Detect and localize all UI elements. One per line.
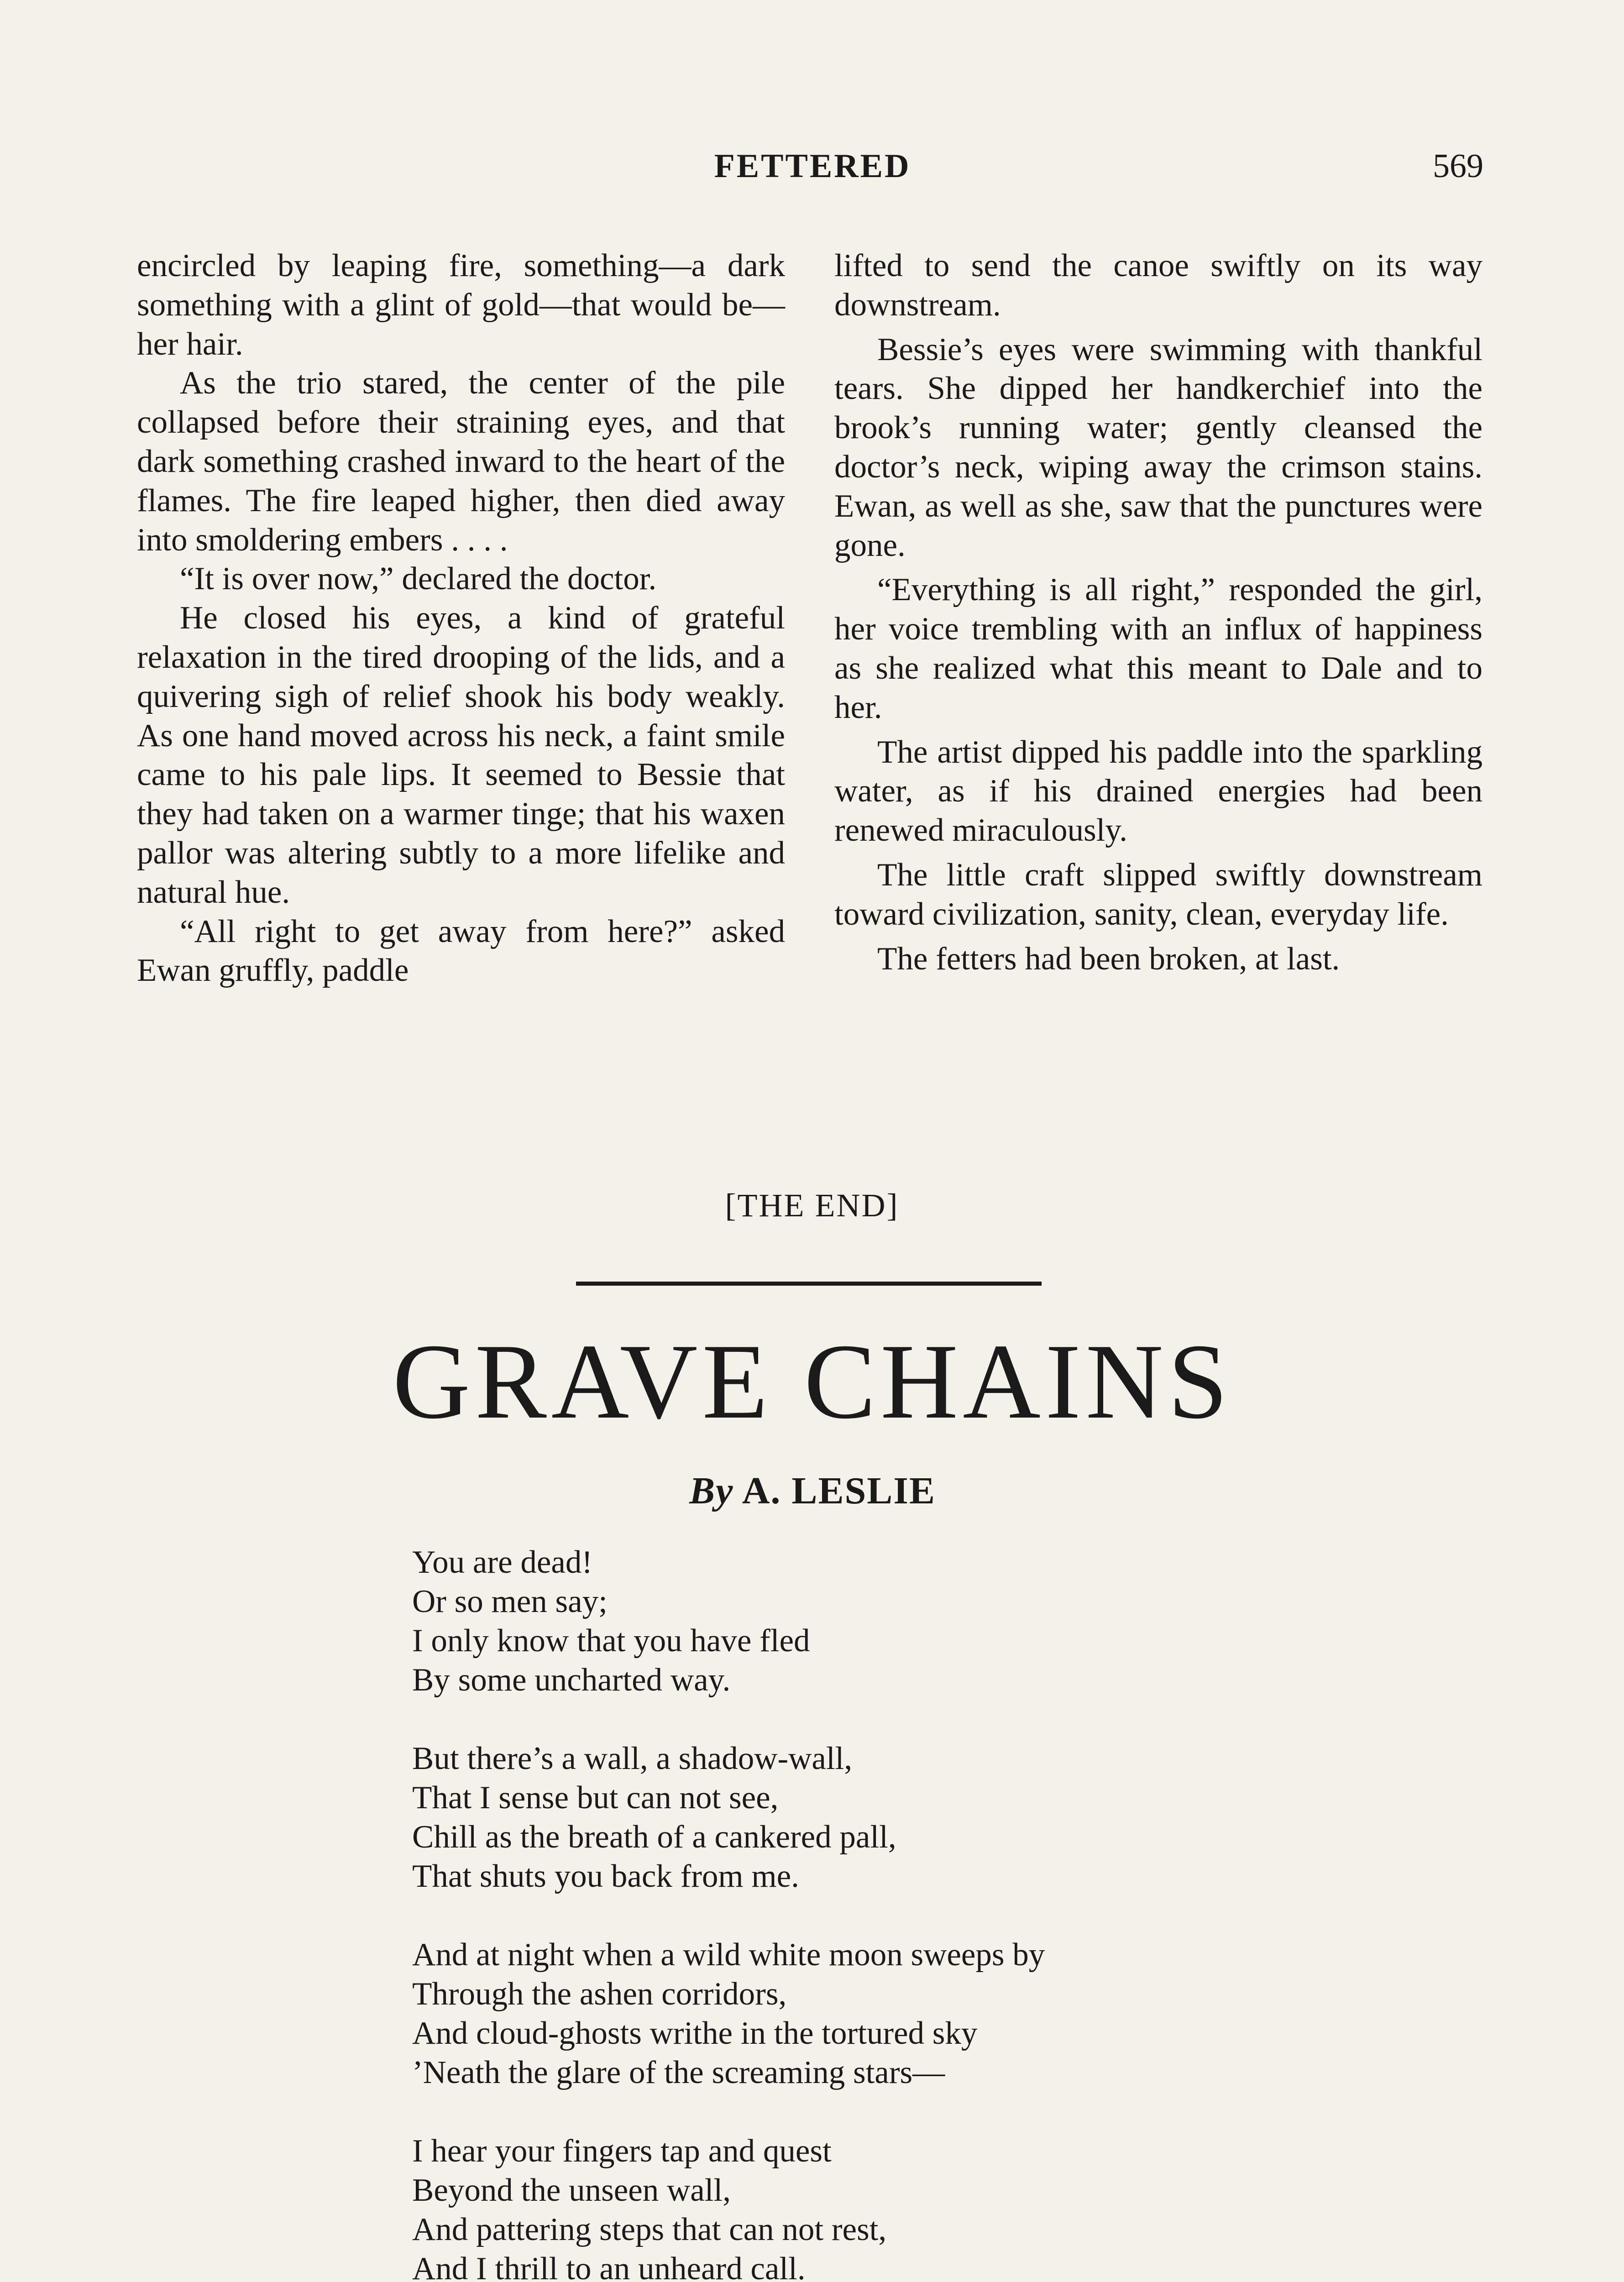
poem-line: By some uncharted way.	[412, 1662, 731, 1698]
section-divider	[576, 1282, 1042, 1286]
story-paragraph: The little craft slipped swiftly downstream toward civilization, sanity, clean, everyday life.	[834, 857, 1483, 932]
poem-line: I only know that you have fled	[412, 1623, 810, 1659]
story-paragraph: Bessie’s eyes were swimming with thankful tears. She dipped her handkerchief into the brook’s running water; gently cleansed the doctor’s neck, wiping away the crimson stains. Ewan, as well as she, saw that the punctures were gone.	[834, 331, 1483, 563]
poem-line: That shuts you back from me.	[412, 1858, 799, 1894]
poem-line: And I thrill to an unheard call.	[412, 2251, 806, 2282]
page-number: 569	[1433, 147, 1483, 185]
story-paragraph: “It is over now,” declared the doctor.	[180, 561, 657, 597]
poem-line: Through the ashen corridors,	[412, 1976, 787, 2012]
poem-stanza	[412, 1739, 1462, 1896]
poem-line: And cloud-ghosts writhe in the tortured sky	[412, 2015, 978, 2051]
poem-line: Or so men say;	[412, 1584, 608, 1619]
poem-line: That I sense but can not see,	[412, 1780, 779, 1816]
poem-stanza	[412, 1543, 1462, 1700]
poem-line: Beyond the unseen wall,	[412, 2172, 731, 2208]
story-paragraph: encircled by leaping fire, something—a dark something with a glint of gold—that would be—her hair.	[137, 248, 785, 362]
story-left-column	[137, 246, 785, 990]
byline-prefix: By	[689, 1470, 734, 1512]
story-paragraph: He closed his eyes, a kind of grateful relaxation in the tired drooping of the lids, and a quivering sigh of relief shook his body weakly. As one hand moved across his neck, a faint smile came to his pale lips. It seemed to Bessie that they had taken on a warmer tinge; that his waxen pallor was altering subtly to a more lifelike and natural hue.	[137, 600, 785, 910]
poem-line: You are dead!	[412, 1544, 593, 1580]
end-mark: [THE END]	[725, 1187, 899, 1224]
poem-line: And at night when a wild white moon sweeps by	[412, 1937, 1045, 1973]
poem-line: But there’s a wall, a shadow-wall,	[412, 1741, 853, 1776]
running-head: FETTERED	[714, 147, 911, 185]
story-paragraph: “Everything is all right,” responded the girl, her voice trembling with an influx of happiness as she realized what this meant to Dale and to her.	[834, 572, 1483, 725]
story-paragraph: As the trio stared, the center of the pile collapsed before their straining eyes, and that dark something crashed inward to the heart of the flames. The fire leaped higher, then died away into smoldering embers . . . .	[137, 365, 785, 558]
byline-author: A. LESLIE	[742, 1470, 936, 1512]
story-paragraph: The fetters had been broken, at last.	[877, 941, 1340, 977]
poem-stanza	[412, 2131, 1462, 2282]
poem-body	[412, 1543, 1462, 2282]
poem-line: And pattering steps that can not rest,	[412, 2212, 887, 2247]
story-paragraph: The artist dipped his paddle into the sparkling water, as if his drained energies had been renewed miraculously.	[834, 734, 1483, 848]
poem-line: I hear your fingers tap and quest	[412, 2133, 832, 2169]
story-right-column	[834, 246, 1483, 979]
story-paragraph: lifted to send the canoe swiftly on its way downstream.	[834, 248, 1483, 323]
story-paragraph: “All right to get away from here?” asked Ewan gruffly, paddle	[137, 913, 785, 989]
poem-line: Chill as the breath of a cankered pall,	[412, 1819, 896, 1855]
poem-line: ’Neath the glare of the screaming stars—	[412, 2055, 945, 2090]
poem-title: GRAVE CHAINS	[393, 1322, 1232, 1441]
byline	[548, 1469, 1077, 1513]
poem-stanza	[412, 1935, 1462, 2092]
